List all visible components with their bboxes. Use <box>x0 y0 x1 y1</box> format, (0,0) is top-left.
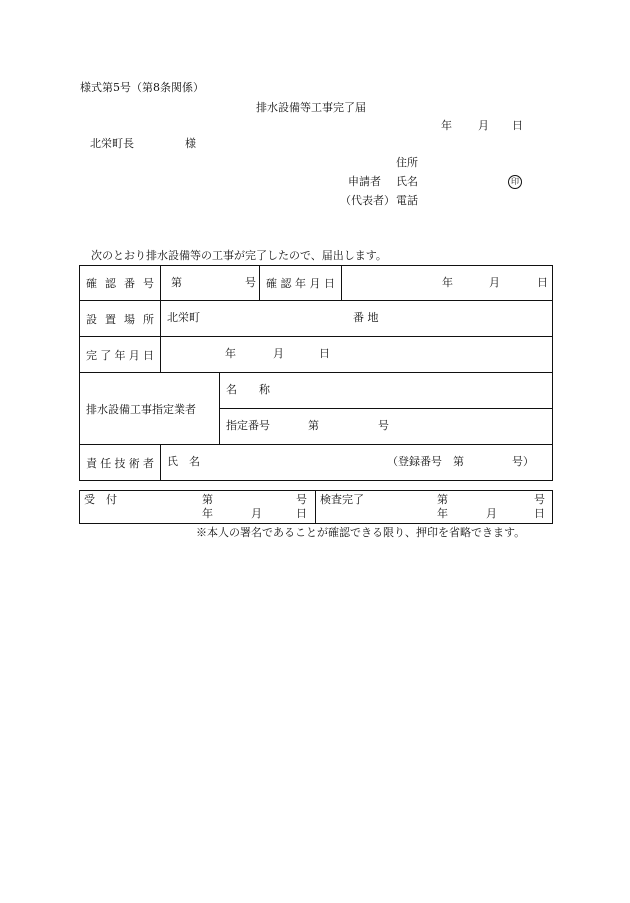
inspection-cell[interactable] <box>316 491 553 524</box>
confirm-date-day: 日 <box>537 276 548 289</box>
receipt-no-prefix: 第 <box>202 493 213 506</box>
contractor-no-label: 指定番号 <box>226 419 270 432</box>
receipt-month: 月 <box>251 507 262 520</box>
seal-icon: 印 <box>508 175 522 189</box>
engineer-name-label: 氏 名 <box>167 455 200 468</box>
contractor-no-prefix: 第 <box>308 419 319 432</box>
applicant-label: 申請者 <box>348 175 381 188</box>
inspection-label: 検査完了 <box>320 493 364 506</box>
confirm-no-cell[interactable] <box>161 266 260 301</box>
receipt-label: 受 付 <box>84 493 117 506</box>
intro-text: 次のとおり排水設備等の工事が完了したので、届出します。 <box>91 249 387 262</box>
contractor-name-cell[interactable] <box>220 373 553 409</box>
confirm-date-label-cell <box>260 266 342 301</box>
engineer-reg-label: （登録番号 第 <box>387 455 464 468</box>
confirm-no-label: 確 認 番 号 <box>86 277 154 290</box>
date-day-label: 日 <box>512 119 523 132</box>
confirm-no-label-cell <box>80 266 161 301</box>
applicant-address-label: 住所 <box>396 156 418 169</box>
seal-mark <box>508 174 522 189</box>
phone-label: 電話 <box>396 194 418 207</box>
completion-label: 完了年月日 <box>86 348 154 362</box>
completion-month: 月 <box>273 347 284 360</box>
receipt-cell[interactable] <box>80 491 316 524</box>
receipt-day: 日 <box>296 507 307 520</box>
applicant-name-label: 氏名 <box>396 175 418 188</box>
location-cell[interactable] <box>161 301 553 337</box>
completion-label-cell <box>80 337 161 373</box>
engineer-cell[interactable] <box>161 445 553 481</box>
receipt-no-suffix: 号 <box>296 493 307 506</box>
completion-date-cell[interactable] <box>161 337 553 373</box>
engineer-label-cell <box>80 445 161 481</box>
office-use-table <box>79 490 553 524</box>
addressee: 北栄町長 <box>90 137 134 150</box>
footnote: ※本人の署名であることが確認できる限り、押印を省略できます。 <box>196 526 526 539</box>
contractor-label: 排水設備工事指定業者 <box>86 402 196 416</box>
location-town: 北栄町 <box>167 311 200 324</box>
confirm-date-label: 確認年月日 <box>266 277 335 290</box>
confirm-date-month: 月 <box>489 276 500 289</box>
inspection-month: 月 <box>486 507 497 520</box>
inspection-no-suffix: 号 <box>534 493 545 506</box>
location-label-cell <box>80 301 161 337</box>
document-title: 排水設備等工事完了届 <box>256 101 366 114</box>
engineer-label: 責任技術者 <box>86 456 154 470</box>
representative-label: （代表者） <box>340 194 395 207</box>
completion-day: 日 <box>319 347 330 360</box>
contractor-name-label: 名 称 <box>226 383 270 396</box>
contractor-no-cell[interactable] <box>220 409 553 445</box>
receipt-year: 年 <box>202 507 213 520</box>
location-label: 設 置 場 所 <box>86 312 154 326</box>
contractor-label-cell <box>80 373 220 445</box>
confirm-no-prefix: 第 <box>171 276 182 289</box>
confirm-date-cell[interactable] <box>342 266 553 301</box>
location-lot: 番 地 <box>353 311 379 324</box>
confirm-date-year: 年 <box>442 276 453 289</box>
date-year-label: 年 <box>441 119 452 132</box>
contractor-no-suffix: 号 <box>378 419 389 432</box>
confirm-no-suffix: 号 <box>245 276 256 289</box>
inspection-year: 年 <box>437 507 448 520</box>
inspection-no-prefix: 第 <box>437 493 448 506</box>
completion-year: 年 <box>225 347 236 360</box>
form-code: 様式第5号（第8条関係） <box>80 81 204 94</box>
addressee-honorific: 様 <box>185 137 196 150</box>
inspection-day: 日 <box>534 507 545 520</box>
engineer-reg-suffix: 号） <box>512 455 534 468</box>
main-form-table <box>79 265 553 481</box>
date-month-label: 月 <box>478 119 489 132</box>
